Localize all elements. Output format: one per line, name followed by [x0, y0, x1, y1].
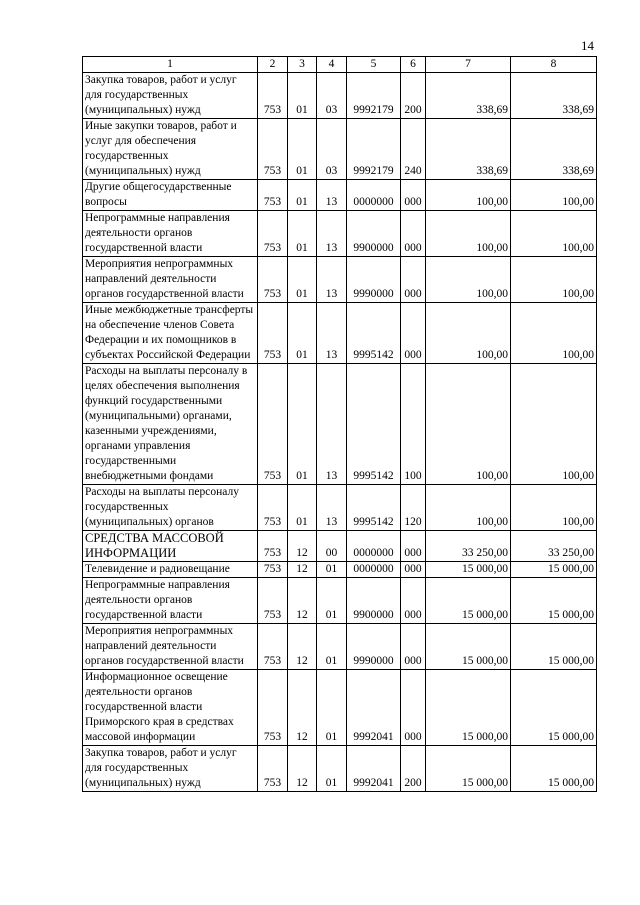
section-code: 12 — [288, 746, 317, 792]
table-row — [83, 485, 597, 531]
amount-col8: 338,69 — [511, 119, 597, 180]
subsection-code: 03 — [317, 119, 347, 180]
table-row — [83, 73, 597, 119]
amount-col8: 100,00 — [511, 303, 597, 364]
admin-code: 753 — [258, 562, 288, 578]
amount-col7: 15 000,00 — [426, 746, 511, 792]
admin-code: 753 — [258, 73, 288, 119]
target-article-code: 9992041 — [347, 746, 401, 792]
column-header: 3 — [288, 57, 317, 73]
table-row — [83, 211, 597, 257]
target-article-code: 9900000 — [347, 578, 401, 624]
target-article-code: 9995142 — [347, 364, 401, 485]
subsection-code: 01 — [317, 624, 347, 670]
amount-col7: 100,00 — [426, 303, 511, 364]
row-name: Расходы на выплаты персоналу государственных (муниципальных) органов — [83, 485, 258, 531]
row-name: Иные межбюджетные трансферты на обеспечение членов Совета Федерации и их помощников в субъектах Российской Федерации — [83, 303, 258, 364]
row-name: Иные закупки товаров, работ и услуг для обеспечения государственных (муниципальных) нужд — [83, 119, 258, 180]
subsection-code: 01 — [317, 746, 347, 792]
table-row — [83, 746, 597, 792]
admin-code: 753 — [258, 746, 288, 792]
amount-col7: 338,69 — [426, 73, 511, 119]
table-row — [83, 303, 597, 364]
admin-code: 753 — [258, 485, 288, 531]
expense-type-code: 100 — [401, 364, 426, 485]
expense-type-code: 000 — [401, 531, 426, 562]
subsection-code: 00 — [317, 531, 347, 562]
amount-col7: 33 250,00 — [426, 531, 511, 562]
expense-type-code: 000 — [401, 257, 426, 303]
column-header: 6 — [401, 57, 426, 73]
section-code: 01 — [288, 303, 317, 364]
subsection-code: 01 — [317, 578, 347, 624]
admin-code: 753 — [258, 211, 288, 257]
row-name: Закупка товаров, работ и услуг для государственных (муниципальных) нужд — [83, 73, 258, 119]
amount-col8: 15 000,00 — [511, 562, 597, 578]
target-article-code: 9992179 — [347, 73, 401, 119]
amount-col7: 15 000,00 — [426, 624, 511, 670]
table-body — [83, 73, 597, 792]
row-name: Мероприятия непрограммных направлений деятельности органов государственной власти — [83, 624, 258, 670]
amount-col7: 100,00 — [426, 364, 511, 485]
table-row — [83, 624, 597, 670]
amount-col7: 100,00 — [426, 257, 511, 303]
admin-code: 753 — [258, 257, 288, 303]
expense-type-code: 120 — [401, 485, 426, 531]
section-code: 01 — [288, 211, 317, 257]
subsection-code: 01 — [317, 670, 347, 746]
subsection-code: 13 — [317, 303, 347, 364]
amount-col8: 15 000,00 — [511, 624, 597, 670]
amount-col7: 100,00 — [426, 485, 511, 531]
row-name: Закупка товаров, работ и услуг для государственных (муниципальных) нужд — [83, 746, 258, 792]
table-row — [83, 531, 597, 562]
expense-type-code: 000 — [401, 562, 426, 578]
expense-type-code: 000 — [401, 211, 426, 257]
target-article-code: 0000000 — [347, 180, 401, 211]
row-name: Непрограммные направления деятельности органов государственной власти — [83, 211, 258, 257]
target-article-code: 9990000 — [347, 624, 401, 670]
admin-code: 753 — [258, 531, 288, 562]
subsection-code: 13 — [317, 211, 347, 257]
amount-col8: 15 000,00 — [511, 746, 597, 792]
budget-table — [82, 56, 597, 792]
section-code: 12 — [288, 562, 317, 578]
amount-col8: 15 000,00 — [511, 578, 597, 624]
amount-col8: 100,00 — [511, 364, 597, 485]
amount-col7: 338,69 — [426, 119, 511, 180]
expense-type-code: 200 — [401, 746, 426, 792]
amount-col8: 33 250,00 — [511, 531, 597, 562]
section-code: 12 — [288, 670, 317, 746]
section-code: 01 — [288, 180, 317, 211]
admin-code: 753 — [258, 364, 288, 485]
amount-col7: 100,00 — [426, 180, 511, 211]
admin-code: 753 — [258, 119, 288, 180]
expense-type-code: 200 — [401, 73, 426, 119]
expense-type-code: 000 — [401, 180, 426, 211]
amount-col8: 100,00 — [511, 211, 597, 257]
target-article-code: 9900000 — [347, 211, 401, 257]
row-name: Расходы на выплаты персоналу в целях обеспечения выполнения функций государственными (муниципальными) органами, казенными учреждениями, органами управления государственными внебюджетными фондами — [83, 364, 258, 485]
page-number: 14 — [581, 38, 594, 53]
subsection-code: 13 — [317, 364, 347, 485]
section-code: 01 — [288, 364, 317, 485]
row-name: Непрограммные направления деятельности органов государственной власти — [83, 578, 258, 624]
subsection-code: 13 — [317, 180, 347, 211]
column-header: 8 — [511, 57, 597, 73]
table-row — [83, 180, 597, 211]
amount-col8: 100,00 — [511, 257, 597, 303]
amount-col8: 100,00 — [511, 180, 597, 211]
section-code: 12 — [288, 578, 317, 624]
row-name: Информационное освещение деятельности органов государственной власти Приморского края в средствах массовой информации — [83, 670, 258, 746]
table-row — [83, 578, 597, 624]
section-code: 01 — [288, 119, 317, 180]
column-header: 1 — [83, 57, 258, 73]
amount-col7: 100,00 — [426, 211, 511, 257]
expense-type-code: 000 — [401, 303, 426, 364]
row-name: Другие общегосударственные вопросы — [83, 180, 258, 211]
subsection-code: 13 — [317, 257, 347, 303]
table-row — [83, 257, 597, 303]
expense-type-code: 000 — [401, 578, 426, 624]
expense-type-code: 240 — [401, 119, 426, 180]
amount-col8: 15 000,00 — [511, 670, 597, 746]
target-article-code: 0000000 — [347, 562, 401, 578]
table-row — [83, 364, 597, 485]
amount-col7: 15 000,00 — [426, 670, 511, 746]
column-header: 4 — [317, 57, 347, 73]
admin-code: 753 — [258, 180, 288, 211]
section-code: 01 — [288, 73, 317, 119]
target-article-code: 9995142 — [347, 485, 401, 531]
section-code: 12 — [288, 624, 317, 670]
target-article-code: 9995142 — [347, 303, 401, 364]
subsection-code: 13 — [317, 485, 347, 531]
amount-col7: 15 000,00 — [426, 578, 511, 624]
section-code: 01 — [288, 257, 317, 303]
subsection-code: 01 — [317, 562, 347, 578]
column-header: 5 — [347, 57, 401, 73]
target-article-code: 9992179 — [347, 119, 401, 180]
target-article-code: 0000000 — [347, 531, 401, 562]
admin-code: 753 — [258, 670, 288, 746]
admin-code: 753 — [258, 578, 288, 624]
table-row — [83, 670, 597, 746]
expense-type-code: 000 — [401, 624, 426, 670]
row-name: Телевидение и радиовещание — [83, 562, 258, 578]
subsection-code: 03 — [317, 73, 347, 119]
table-row — [83, 562, 597, 578]
expense-type-code: 000 — [401, 670, 426, 746]
amount-col7: 15 000,00 — [426, 562, 511, 578]
column-header: 2 — [258, 57, 288, 73]
admin-code: 753 — [258, 303, 288, 364]
amount-col8: 338,69 — [511, 73, 597, 119]
table-header-row — [83, 57, 597, 73]
admin-code: 753 — [258, 624, 288, 670]
section-code: 12 — [288, 531, 317, 562]
amount-col8: 100,00 — [511, 485, 597, 531]
target-article-code: 9992041 — [347, 670, 401, 746]
target-article-code: 9990000 — [347, 257, 401, 303]
row-name: СРЕДСТВА МАССОВОЙ ИНФОРМАЦИИ — [83, 531, 258, 562]
column-header: 7 — [426, 57, 511, 73]
table-row — [83, 119, 597, 180]
row-name: Мероприятия непрограммных направлений деятельности органов государственной власти — [83, 257, 258, 303]
section-code: 01 — [288, 485, 317, 531]
